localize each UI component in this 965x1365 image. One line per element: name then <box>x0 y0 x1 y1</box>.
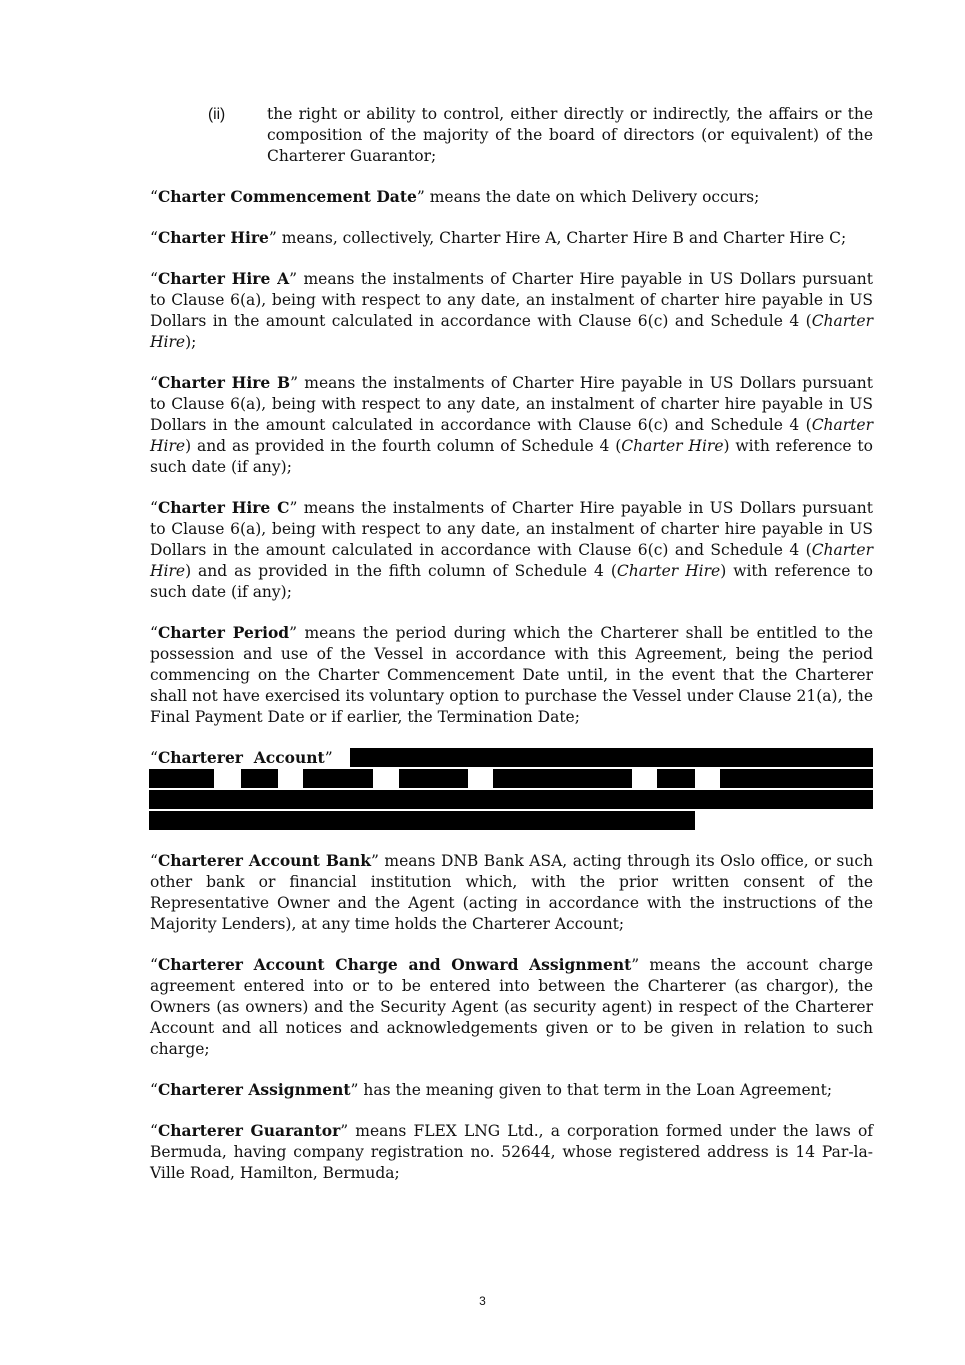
definition-text: means the date on which Delivery occurs; <box>424 188 760 206</box>
definition-italic-reference: Charter Hire <box>150 541 873 580</box>
defined-term: Charterer Account Charge and Onward Assignment <box>157 955 632 974</box>
document-body <box>150 104 873 1203</box>
defined-term: Charterer Assignment <box>157 1080 351 1099</box>
definition-text: has the meaning given to that term in the Loan Agreement; <box>358 1081 833 1099</box>
definition-text: means DNB Bank ASA, acting through its Oslo office, or such other bank or financial institution which, with the prior written consent of the Representative Owner and the Agent (acting in accordance with the instructions of the Majority Lenders), at any time holds the Charterer Account; <box>150 852 874 933</box>
redaction-bar <box>303 769 373 788</box>
redaction-bar <box>149 769 214 788</box>
definition-text: means FLEX LNG Ltd., a corporation formed under the laws of Bermuda, having company registration no. 52644, whose registered address is 14 Par-la-Ville Road, Hamilton, Bermuda; <box>150 1122 874 1182</box>
defined-term: Charter Hire C <box>157 498 290 517</box>
definition-text: means, collectively, Charter Hire A, Charter Hire B and Charter Hire C; <box>276 229 847 247</box>
redaction-bar <box>657 769 695 788</box>
definition-charter-hire-c: “Charter Hire C” means the instalments of Charter Hire payable in US Dollars pursuant to Clause 6(a), being with respect to any date, an instalment of charter hire payable in US Dollars in the amount calculated in accordance with Clause 6(c) and Schedule 4 (Charter Hire) and as provided in the fifth column of Schedule 4 (Charter Hire) with reference to such date (if any); <box>150 498 873 601</box>
definition-charter-hire-b: “Charter Hire B” means the instalments of Charter Hire payable in US Dollars pursuant to Clause 6(a), being with respect to any date, an instalment of charter hire payable in US Dollars in the amount calculated in accordance with Clause 6(c) and Schedule 4 (Charter Hire) and as provided in the fourth column of Schedule 4 (Charter Hire) with reference to such date (if any); <box>150 373 873 476</box>
redacted-line <box>150 789 873 810</box>
definition-text: ) with reference to such date (if any); <box>150 562 873 601</box>
redaction-bar <box>149 811 695 830</box>
defined-term: Charter Commencement Date <box>157 187 417 206</box>
redaction-bar <box>720 769 873 788</box>
defined-term: Charter Hire B <box>157 373 291 392</box>
sub-clause-text: the right or ability to control, either directly or indirectly, the affairs or the composition of the majority of the board of directors (or equivalent) of the Charterer Guarantor; <box>267 105 873 165</box>
redaction-bar <box>241 769 278 788</box>
redacted-line <box>150 768 873 789</box>
redaction-bar <box>493 769 632 788</box>
definition-italic-reference: Charter Hire <box>150 312 873 351</box>
redaction-bar <box>399 769 468 788</box>
definition-text: means the instalments of Charter Hire payable in US Dollars pursuant to Clause 6(a), being with respect to any date, an instalment of charter hire payable in US Dollars in the amount calculated in accordance with Clause 6(c) and Schedule 4 ( <box>150 499 873 559</box>
defined-term: Charter Period <box>157 623 290 642</box>
definition-text: means the account charge agreement entered into or to be entered into between the Charterer (as chargor), the Owners (as owners) and the Security Agent (as security agent) in respect of the Charterer Account and all notices and acknowledgements given or to be given in relation to such charge; <box>150 956 873 1058</box>
definition-charter-period: “Charter Period” means the period during which the Charterer shall be entitled to the possession and use of the Vessel in accordance with this Agreement, being the period commencing on the Charter Commencement Date until, in the event that the Charterer shall not have exercised its voluntary option to purchase the Vessel under Clause 21(a), the Final Payment Date or if earlier, the Termination Date; <box>150 623 873 726</box>
defined-term: Charterer Guarantor <box>157 1121 341 1140</box>
definition-italic-reference: Charter Hire <box>621 437 724 455</box>
sub-clause-ii <box>150 104 873 167</box>
definition-charterer-guarantor: “Charterer Guarantor” means FLEX LNG Ltd., a corporation formed under the laws of Bermuda, having company registration no. 52644, whose registered address is 14 Par-la-Ville Road, Hamilton, Bermuda; <box>150 1121 874 1182</box>
definition-charterer-assignment: “Charterer Assignment” has the meaning given to that term in the Loan Agreement; <box>150 1080 833 1099</box>
defined-term: Charter Hire A <box>157 269 290 288</box>
definition-charterer-account-charge: “Charterer Account Charge and Onward Assignment” means the account charge agreement entered into or to be entered into between the Charterer (as chargor), the Owners (as owners) and the Security Agent (as security agent) in respect of the Charterer Account and all notices and acknowledgements given or to be given in relation to such charge; <box>150 955 873 1058</box>
sub-clause-number: (ii) <box>208 106 226 123</box>
definition-charterer-account <box>150 747 873 831</box>
definition-text: means the instalments of Charter Hire payable in US Dollars pursuant to Clause 6(a), being with respect to any date, an instalment of charter hire payable in US Dollars in the amount calculated in accordance with Clause 6(c) and Schedule 4 ( <box>150 270 873 330</box>
defined-term: Charterer Account <box>157 748 325 767</box>
definition-text: means the period during which the Charterer shall be entitled to the possession and use of the Vessel in accordance with this Agreement, being the period commencing on the Charter Commencement Date until, in the event that the Charterer shall not have exercised its voluntary option to purchase the Vessel under Clause 21(a), the Final Payment Date or if earlier, the Termination Date; <box>150 624 873 726</box>
redaction-bar <box>149 790 873 809</box>
redacted-line <box>150 810 873 831</box>
definition-italic-reference: Charter Hire <box>150 416 873 455</box>
redaction-bar <box>350 748 873 767</box>
redacted-line: “Charterer Account” <box>150 747 873 768</box>
definition-italic-reference: Charter Hire <box>616 562 721 580</box>
definition-text: means the instalments of Charter Hire payable in US Dollars pursuant to Clause 6(a), being with respect to any date, an instalment of charter hire payable in US Dollars in the amount calculated in accordance with Clause 6(c) and Schedule 4 ( <box>150 374 873 434</box>
defined-term: Charterer Account Bank <box>157 851 371 870</box>
definition-text: ) and as provided in the fourth column of Schedule 4 ( <box>185 437 622 455</box>
definition-charter-hire: “Charter Hire” means, collectively, Charter Hire A, Charter Hire B and Charter Hire C; <box>150 228 847 247</box>
definition-charter-hire-a: “Charter Hire A” means the instalments of Charter Hire payable in US Dollars pursuant to Clause 6(a), being with respect to any date, an instalment of charter hire payable in US Dollars in the amount calculated in accordance with Clause 6(c) and Schedule 4 (Charter Hire); <box>150 269 873 351</box>
definition-text: ); <box>185 333 197 351</box>
definition-text: ) and as provided in the fifth column of Schedule 4 ( <box>185 562 617 580</box>
defined-term: Charter Hire <box>157 228 269 247</box>
page-number: 3 <box>479 1294 486 1308</box>
definition-charter-commencement-date: “Charter Commencement Date” means the date on which Delivery occurs; <box>150 187 760 206</box>
definition-charterer-account-bank: “Charterer Account Bank” means DNB Bank ASA, acting through its Oslo office, or such other bank or financial institution which, with the prior written consent of the Representative Owner and the Agent (acting in accordance with the instructions of the Majority Lenders), at any time holds the Charterer Account; <box>150 851 874 933</box>
definition-text: ) with reference to such date (if any); <box>150 437 873 476</box>
